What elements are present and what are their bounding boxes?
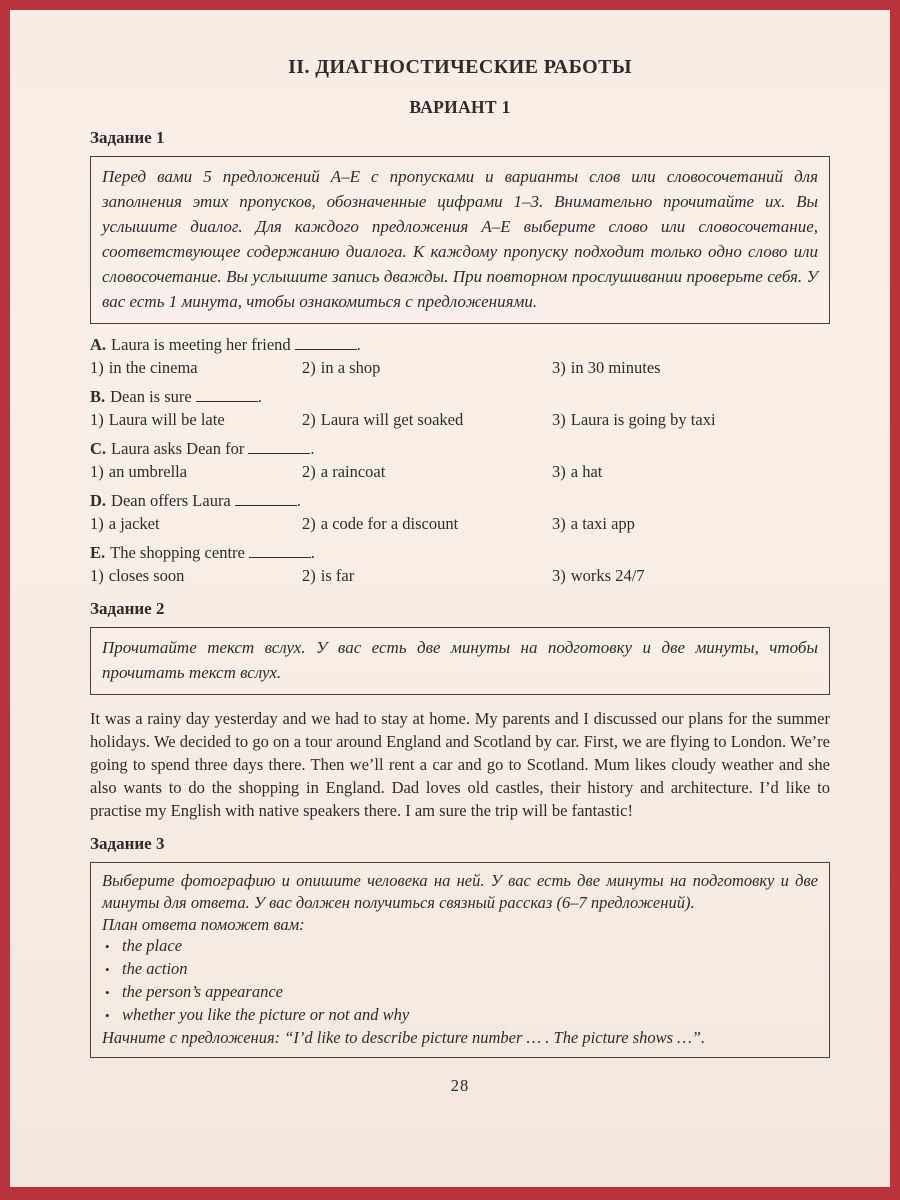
question-c-stem	[90, 437, 830, 460]
answer-option: 2) in a shop	[302, 358, 381, 377]
blank-period: .	[257, 387, 262, 406]
task3-plan-list	[102, 935, 818, 1026]
answer-option: 2) a code for a discount	[302, 514, 459, 533]
answer-option: 3) in 30 minutes	[552, 358, 661, 377]
question-d-stem	[90, 489, 830, 512]
answer-option: 1) a jacket	[90, 514, 160, 533]
blank-period: .	[356, 335, 361, 354]
question-a-options	[90, 356, 830, 379]
task3-instruction-box	[90, 862, 830, 1058]
blank-period: .	[310, 543, 315, 562]
blank-period: .	[310, 439, 315, 458]
answer-option: 1) closes soon	[90, 566, 185, 585]
task3-heading: Задание 3	[90, 834, 165, 853]
question-e-stem	[90, 541, 830, 564]
question-letter: D.	[90, 491, 107, 510]
task2-instruction-text: Прочитайте текст вслух. У вас есть две минуты на подготовку и две минуты, чтобы прочитать текст вслух.	[102, 638, 818, 682]
answer-option: 2) is far	[302, 566, 355, 585]
answer-option: 3) a taxi app	[552, 514, 635, 533]
task1-questions	[90, 333, 830, 587]
answer-option: 1) Laura will be late	[90, 410, 225, 429]
plan-item: • whether you like the picture or not and why	[102, 1004, 818, 1027]
answer-blank	[248, 451, 310, 454]
plan-item: • the place	[102, 935, 818, 958]
task3-plan-label: План ответа поможет вам:	[102, 914, 305, 934]
answer-blank	[295, 347, 357, 350]
plan-item: • the action	[102, 958, 818, 981]
page-number: 28	[450, 1076, 470, 1096]
question-d-options	[90, 512, 830, 535]
question-stem-text: The shopping centre	[110, 543, 245, 562]
question-c-options	[90, 460, 830, 483]
answer-blank	[249, 555, 311, 558]
section-title: II. ДИАГНОСТИЧЕСКИЕ РАБОТЫ	[288, 56, 632, 78]
answer-blank	[196, 399, 258, 402]
question-letter: A.	[90, 335, 107, 354]
answer-option: 1) in the cinema	[90, 358, 198, 377]
task3-closing-text: Начните с предложения: “I’d like to describe picture number … . The picture shows …”.	[102, 1027, 706, 1047]
page-content	[10, 56, 890, 1096]
question-letter: B.	[90, 387, 106, 406]
task2-instruction-box	[90, 627, 830, 695]
question-e-options	[90, 564, 830, 587]
question-letter: E.	[90, 543, 106, 562]
task1-instruction-text: Перед вами 5 предложений А–Е с пропусками и варианты слов или словосочетаний для заполнения этих пропусков, обозначенные цифрами 1–3. Внимательно прочитайте их. Вы услышите диалог. Для каждого предложения А–Е выберите слово или словосочетание, соответствующее содержанию диалога. К каждому пропуску подходит только одно слово или словосочетание. Вы услышите запись дважды. При повторном прослушивании проверьте себя. У вас есть 1 минута, чтобы ознакомиться с предложениями.	[102, 167, 818, 311]
question-d	[90, 489, 830, 535]
question-stem-text: Laura is meeting her friend	[111, 335, 291, 354]
question-e	[90, 541, 830, 587]
bullet-dot: •	[105, 962, 110, 978]
bullet-dot: •	[105, 1007, 110, 1023]
question-b-options	[90, 408, 830, 431]
question-stem-text: Dean offers Laura	[111, 491, 231, 510]
answer-option: 2) Laura will get soaked	[302, 410, 464, 429]
question-stem-text: Laura asks Dean for	[111, 439, 245, 458]
question-b	[90, 385, 830, 431]
blank-period: .	[296, 491, 301, 510]
task1-instruction-box	[90, 156, 830, 324]
question-letter: C.	[90, 439, 107, 458]
question-stem-text: Dean is sure	[110, 387, 192, 406]
bullet-dot: •	[105, 984, 110, 1000]
answer-option: 2) a raincoat	[302, 462, 386, 481]
answer-option: 3) a hat	[552, 462, 603, 481]
answer-option: 1) an umbrella	[90, 462, 188, 481]
question-c	[90, 437, 830, 483]
answer-option: 3) works 24/7	[552, 566, 645, 585]
answer-blank	[235, 503, 297, 506]
task1-heading: Задание 1	[90, 128, 165, 147]
question-b-stem	[90, 385, 830, 408]
bullet-dot: •	[105, 939, 110, 955]
variant-title: ВАРИАНТ 1	[409, 97, 511, 117]
reading-text: It was a rainy day yesterday and we had to stay at home. My parents and I discussed our plans for the summer holidays. We decided to go on a tour around England and Scotland by car. First, we are flying to London. We’re going to spend three days there. Then we’ll rent a car and go to Scotland. Mum likes cloudy weather and she also wants to do the shopping in England. Dad loves old castles, their history and architecture. I’d like to practise my English with native speakers there. I am sure the trip will be fantastic!	[90, 709, 830, 820]
question-a-stem	[90, 333, 830, 356]
question-a	[90, 333, 830, 379]
answer-option: 3) Laura is going by taxi	[552, 410, 716, 429]
task3-instruction-text: Выберите фотографию и опишите человека на ней. У вас есть две минуты на подготовку и две минуты для ответа. У вас должен получиться связный рассказ (6–7 предложений).	[102, 871, 818, 912]
plan-item: • the person’s appearance	[102, 981, 818, 1004]
task2-heading: Задание 2	[90, 599, 165, 618]
